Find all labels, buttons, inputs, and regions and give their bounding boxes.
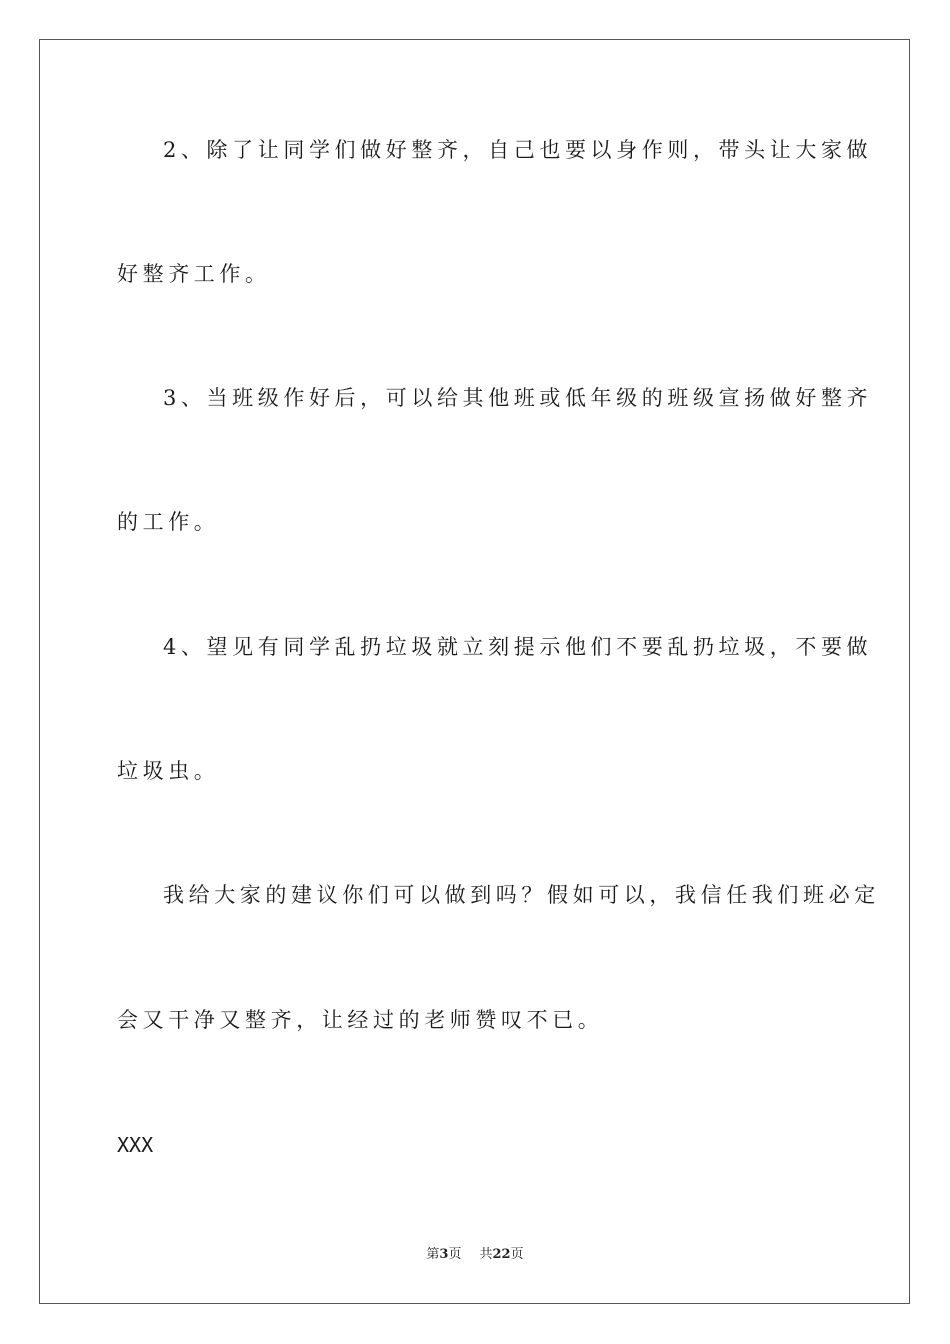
footer-page-suffix: 页 bbox=[448, 1247, 462, 1262]
footer-total-suffix: 页 bbox=[510, 1247, 524, 1262]
paragraph-1-line-2: 好整齐工作。 bbox=[117, 262, 271, 286]
paragraph-1-line-1: 2、除了让同学们做好整齐，自己也要以身作则，带头让大家做 bbox=[163, 138, 873, 162]
paragraph-3-line-1: 4、望见有同学乱扔垃圾就立刻提示他们不要乱扔垃圾，不要做 bbox=[163, 635, 873, 659]
signature: XXX bbox=[117, 1133, 154, 1157]
footer-page-prefix: 第 bbox=[426, 1247, 440, 1262]
paragraph-3-line-2: 垃圾虫。 bbox=[117, 759, 220, 783]
paragraph-2-line-2: 的工作。 bbox=[117, 510, 220, 534]
paragraph-4-line-1: 我给大家的建议你们可以做到吗？假如可以，我信任我们班必定 bbox=[163, 883, 880, 907]
footer-total-prefix: 共 bbox=[479, 1247, 493, 1262]
footer-total-pages: 22 bbox=[492, 1247, 511, 1262]
paragraph-4-line-2: 会又干净又整齐，让经过的老师赞叹不已。 bbox=[117, 1008, 604, 1032]
paragraph-2-line-1: 3、当班级作好后，可以给其他班或低年级的班级宣扬做好整齐 bbox=[163, 386, 873, 410]
page-footer bbox=[0, 1248, 950, 1261]
page-frame bbox=[39, 39, 910, 1304]
footer-page-number: 3 bbox=[439, 1247, 449, 1262]
